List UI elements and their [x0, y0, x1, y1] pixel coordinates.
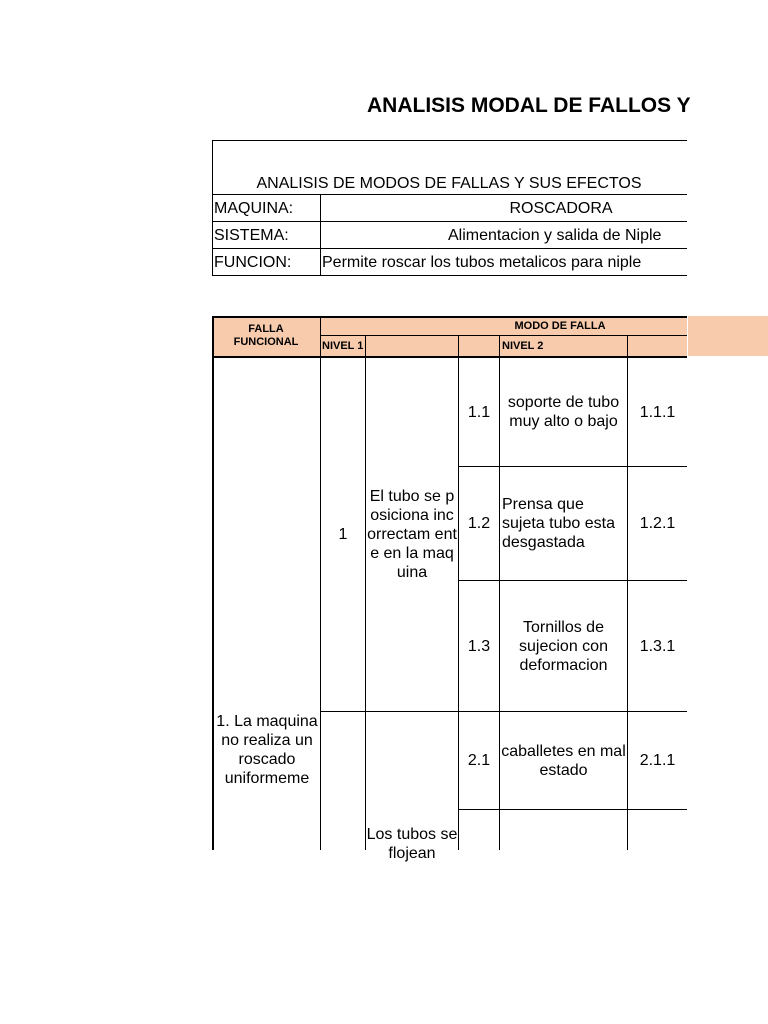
mode-description: soporte de tubo muy alto o bajo — [507, 394, 620, 430]
maquina-value: ROSCADORA — [509, 199, 613, 217]
header-nivel-1: NIVEL 1 — [322, 340, 364, 352]
sistema-label: SISTEMA: — [214, 226, 289, 244]
nivel1-description: Los tubos se flojean — [366, 826, 458, 862]
info-box-heading: ANALISIS DE MODOS DE FALLAS Y SUS EFECTOS — [256, 174, 642, 192]
mode-number: 1.1 — [467, 403, 491, 421]
header-modo-de-falla: MODO DE FALLA — [514, 319, 606, 332]
page-title: ANALISIS MODAL DE FALLOS Y — [367, 94, 691, 117]
mode-number: 1.3 — [467, 637, 491, 655]
mode-number: 2.1 — [467, 752, 491, 769]
header-falla-funcional: FALLA FUNCIONAL — [233, 323, 299, 348]
mode-sub-number: 2.1.1 — [639, 752, 676, 769]
mode-description: caballetes en mal estado — [501, 742, 626, 779]
sistema-value: Alimentacion y salida de Niple — [448, 226, 662, 244]
mode-sub-number: 1.3.1 — [639, 637, 676, 655]
funcion-label: FUNCION: — [214, 253, 292, 271]
mode-description: Tornillos de sujecion con deformacion — [519, 618, 608, 674]
header-nivel-2: NIVEL 2 — [502, 340, 544, 352]
nivel1-number: 1 — [338, 525, 348, 543]
nivel1-description: El tubo se posiciona incorrectam ente en la maquina — [367, 487, 457, 581]
falla-funcional-cell: 1. La maquina no realiza un roscado uniformeme — [216, 713, 318, 787]
header-fill-extension — [688, 316, 768, 356]
funcion-value: Permite roscar los tubos metalicos para niple — [322, 253, 642, 271]
maquina-label: MAQUINA: — [214, 199, 294, 217]
mode-number: 1.2 — [467, 515, 491, 532]
mode-sub-number: 1.1.1 — [639, 403, 676, 421]
mode-description: Prensa que sujeta tubo esta desgastada — [502, 496, 615, 551]
mode-sub-number: 1.2.1 — [639, 515, 676, 532]
